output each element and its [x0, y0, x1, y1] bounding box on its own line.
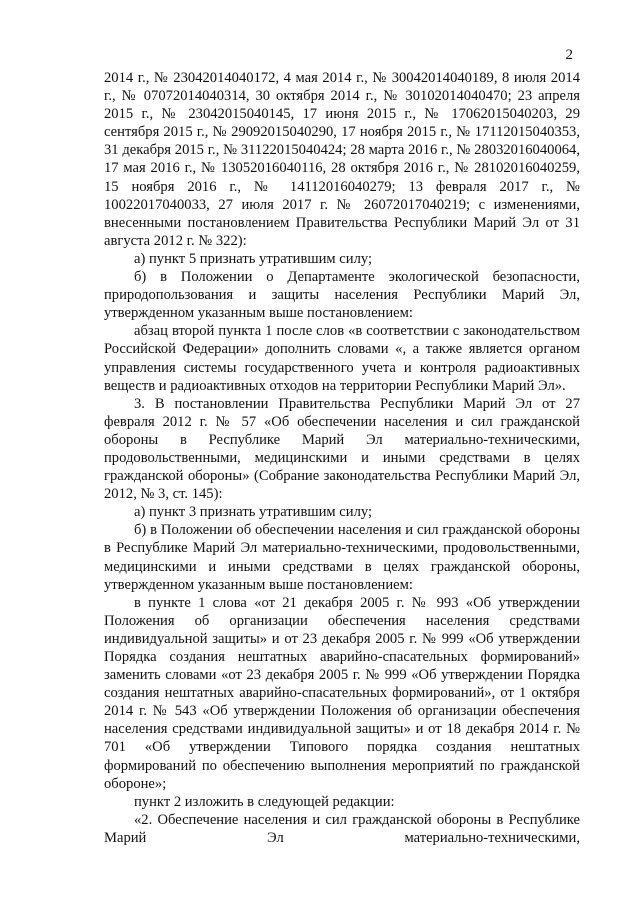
paragraph-amendment-list: 2014 г., № 23042014040172, 4 мая 2014 г., № 30042014040189, 8 июля 2014 г., № 07072014040314, 30 октября 2014 г., № 30102014040470; 23 апреля 2015 г., № 23042015040145, 17 июня 2015 г., № 17062015040203, 29 сентября 2015 г., № 29092015040290, 17 ноября 2015 г., № 17112015040353, 31 декабря 2015 г., № 31122015040424; 28 марта 2016 г., № 28032016040064, 17 мая 2016 г., № 13052016040116, 28 октября 2016 г., № 28102016040259, 15 ноября 2016 г., № 14112016040279; 13 февраля 2017 г., № 10022017040033, 27 июля 2017 г. № 26072017040219; с изменениями, внесенными постановлением Правительства Республики Марий Эл от 31 августа 2012 г. № 322):	[104, 70, 580, 249]
paragraph-new-point-2: «2. Обеспечение населения и сил гражданской обороны в Республике Марий Эл материально-техническими,	[104, 811, 580, 846]
paragraph-clause-amendment: абзац второй пункта 1 после слов «в соответствии с законодательством Российской Федерации» дополнить словами «, а также является органом управления системы государственного учета и контроля радиоактивных веществ и радиоактивных отходов на территории Республики Марий Эл».	[104, 323, 580, 394]
paragraph-item-b-1: б) в Положении о Департаменте экологической безопасности, природопользования и защиты населения Республики Марий Эл, утвержденном указанным выше постановлением:	[104, 269, 580, 322]
paragraph-item-a-1: а) пункт 5 признать утратившим силу;	[134, 250, 373, 267]
document-body	[104, 69, 580, 847]
paragraph-section-3: 3. В постановлении Правительства Республики Марий Эл от 27 февраля 2012 г. № 57 «Об обеспечении населения и сил гражданской обороны в Республике Марий Эл материально-техническими, продовольственными, медицинскими и иными средствами в целях гражданской обороны» (Собрание законодательства Республики Марий Эл, 2012, № 3, ст. 145):	[104, 395, 580, 503]
page-number: 2	[565, 47, 573, 63]
paragraph-point-1-changes: в пункте 1 слова «от 21 декабря 2005 г. № 993 «Об утверждении Положения об организации обеспечения населения средствами индивидуальной защиты» и от 23 декабря 2005 г. № 999 «Об утверждении Порядка создания нештатных аварийно-спасательных формирований» заменить словами «от 23 декабря 2005 г. № 999 «Об утверждении Порядка создания нештатных аварийно-спасательных формирований», от 1 октября 2014 г. № 543 «Об утверждении Положения об организации обеспечения населения средствами индивидуальной защиты» и от 18 декабря 2014 г. № 701 «Об утверждении Типового порядка создания нештатных формирований по обеспечению выполнения мероприятий по гражданской обороне»;	[104, 594, 580, 792]
paragraph-item-b-2: б) в Положении об обеспечении населения и сил гражданской обороны в Республике Марий Эл материально-техническими, продовольственными, медицинскими и иными средствами в целях гражданской обороны, утвержденном указанным выше постановлением:	[104, 522, 580, 593]
paragraph-point-2-intro: пункт 2 изложить в следующей редакции:	[134, 793, 395, 810]
paragraph-item-a-2: а) пункт 3 признать утратившим силу;	[134, 504, 373, 521]
